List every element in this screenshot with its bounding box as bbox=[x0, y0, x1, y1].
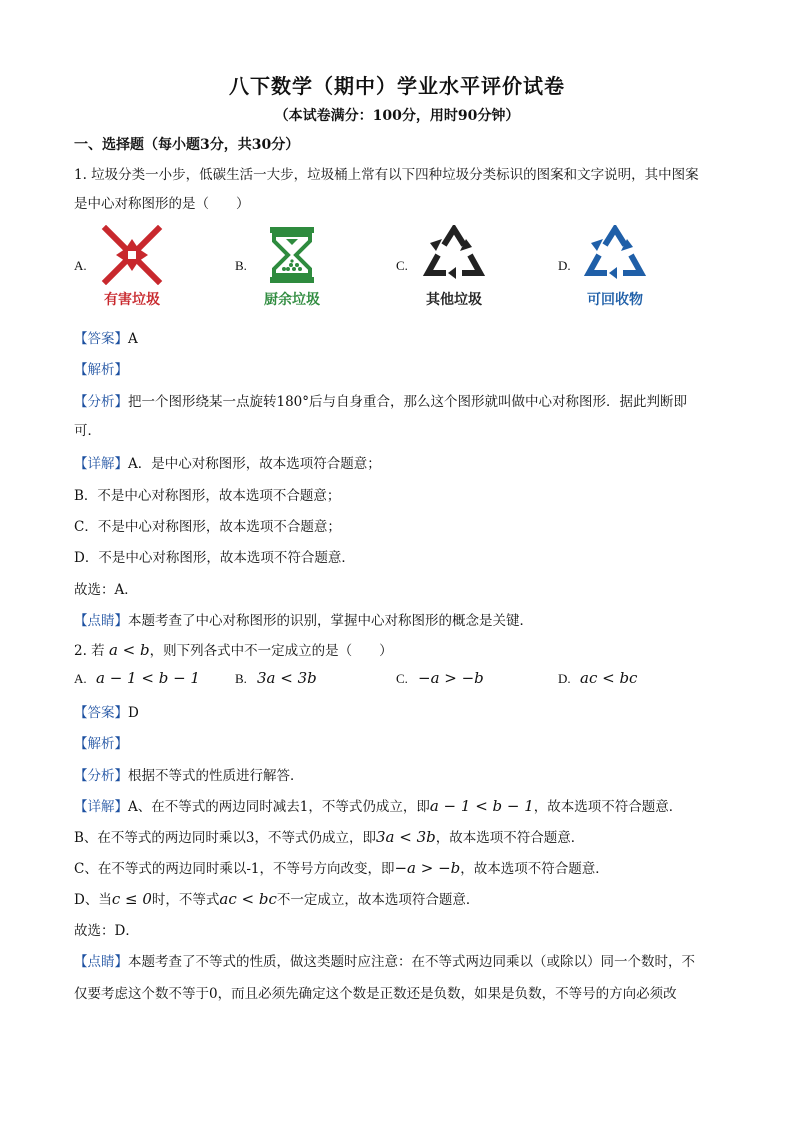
q1-option-b-letter: B. bbox=[235, 258, 247, 273]
detail-text: A．是中心对称图形，故本选项符合题意； bbox=[128, 456, 381, 472]
q2-option-c bbox=[396, 669, 484, 687]
q1-option-c-letter: C. bbox=[396, 258, 408, 273]
xiangjie-tag: 【详解】 bbox=[74, 799, 128, 815]
q2-choice: 故选：D． bbox=[74, 923, 139, 939]
q2-analysis-tag: 【解析】 bbox=[74, 736, 128, 752]
q2-option-c-letter: C. bbox=[396, 671, 408, 686]
recyclable-icon bbox=[575, 225, 655, 285]
q1-option-c bbox=[394, 225, 514, 315]
q1-detail-c: C．不是中心对称图形，故本选项不合题意； bbox=[74, 519, 341, 535]
q1-analysis-tag: 【解析】 bbox=[74, 362, 128, 378]
detail-expr: c ≤ 0 bbox=[111, 890, 152, 908]
page-subtitle: （本试卷满分：100分，用时90分钟） bbox=[274, 108, 520, 124]
q1-detail-b: B．不是中心对称图形，故本选项不合题意； bbox=[74, 488, 341, 504]
q2-option-c-expr: −a > −b bbox=[418, 669, 484, 687]
detail-text: 时，不等式 bbox=[151, 892, 220, 908]
dianjing-tag: 【点睛】 bbox=[74, 954, 128, 970]
q2-option-d-expr: ac < bc bbox=[580, 669, 638, 687]
detail-text: A、在不等式的两边同时减去1，不等式仍成立，即 bbox=[128, 799, 430, 815]
detail-expr: a − 1 < b − 1 bbox=[429, 797, 534, 815]
detail-text: ，故本选项不符合题意． bbox=[533, 799, 683, 815]
q1-detail-a bbox=[74, 452, 381, 472]
q2-detail-c bbox=[74, 857, 609, 877]
page-title: 八下数学（期中）学业水平评价试卷 bbox=[229, 74, 565, 98]
detail-expr: 3a < 3b bbox=[376, 828, 436, 846]
harmful-waste-icon bbox=[92, 225, 172, 285]
q1-option-a-label: 有害垃圾 bbox=[104, 292, 160, 308]
q2-option-d-letter: D. bbox=[558, 671, 571, 686]
q1-option-a bbox=[72, 225, 192, 315]
q2-stem-suffix: ，则下列各式中不一定成立的是（ ） bbox=[149, 643, 393, 659]
q1-option-d bbox=[555, 225, 675, 315]
detail-text: C、在不等式的两边同时乘以-1，不等号方向改变，即 bbox=[74, 861, 395, 877]
q1-detail-d: D．不是中心对称图形，故本选项不符合题意． bbox=[74, 550, 355, 566]
detail-expr: −a > −b bbox=[394, 859, 461, 877]
detail-text: B、在不等式的两边同时乘以3，不等式仍成立，即 bbox=[74, 830, 377, 846]
answer-tag: 【答案】 bbox=[74, 705, 128, 721]
q2-detail-b bbox=[74, 826, 584, 846]
q1-option-b-label: 厨余垃圾 bbox=[264, 292, 320, 308]
q2-answer bbox=[74, 701, 139, 721]
q2-fenxi bbox=[74, 764, 304, 784]
answer-value: D bbox=[128, 705, 139, 721]
q2-option-b-expr: 3a < 3b bbox=[257, 669, 317, 687]
detail-text: ，故本选项不符合题意． bbox=[460, 861, 609, 877]
detail-expr: ac < bc bbox=[219, 890, 277, 908]
q1-dianjing bbox=[74, 609, 533, 629]
q2-stem bbox=[74, 639, 393, 659]
fenxi-text: 把一个图形绕某一点旋转180°后与自身重合，那么这个图形就叫做中心对称图形．据此判断即 bbox=[128, 394, 688, 410]
q1-choice: 故选：A． bbox=[74, 582, 138, 598]
xiangjie-tag: 【详解】 bbox=[74, 456, 128, 472]
q2-stem-prefix: 2. 若 bbox=[74, 643, 105, 659]
q1-stem-line1: 1. 垃圾分类一小步，低碳生活一大步，垃圾桶上常有以下四种垃圾分类标识的图案和文字说明，其中图案 bbox=[74, 167, 699, 183]
detail-text: 不一定成立，故本选项符合题意． bbox=[276, 892, 480, 908]
q2-option-b bbox=[235, 669, 317, 687]
q1-fenxi-line1 bbox=[74, 390, 687, 410]
q1-option-d-letter: D. bbox=[558, 258, 571, 273]
q1-option-a-letter: A. bbox=[74, 258, 87, 273]
q1-stem-line2: 是中心对称图形的是（ ） bbox=[74, 196, 250, 212]
fenxi-tag: 【分析】 bbox=[74, 768, 128, 784]
q1-option-c-label: 其他垃圾 bbox=[426, 292, 482, 308]
q2-option-d bbox=[558, 669, 637, 687]
other-waste-icon bbox=[414, 225, 494, 285]
q1-fenxi-line2: 可． bbox=[74, 423, 101, 439]
q2-option-b-letter: B. bbox=[235, 671, 247, 686]
q2-detail-d bbox=[74, 888, 479, 908]
dianjing-tag: 【点睛】 bbox=[74, 613, 128, 629]
fenxi-tag: 【分析】 bbox=[74, 394, 128, 410]
q1-option-d-label: 可回收物 bbox=[587, 292, 643, 308]
q2-stem-condition: a < b bbox=[108, 641, 150, 659]
dianjing-text: 本题考查了不等式的性质，做这类题时应注意：在不等式两边同乘以（或除以）同一个数时，不 bbox=[128, 954, 695, 970]
answer-value: A bbox=[128, 331, 138, 347]
answer-tag: 【答案】 bbox=[74, 331, 128, 347]
q1-answer bbox=[74, 327, 138, 347]
q2-dianjing-line2: 仅要考虑这个数不等于0，而且必须先确定这个数是正数还是负数，如果是负数，不等号的方向必须改 bbox=[74, 986, 677, 1002]
dianjing-text: 本题考查了中心对称图形的识别，掌握中心对称图形的概念是关键． bbox=[128, 613, 533, 629]
q2-option-a bbox=[74, 669, 200, 687]
q2-option-a-expr: a − 1 < b − 1 bbox=[96, 669, 200, 687]
detail-text: ，故本选项不符合题意． bbox=[435, 830, 585, 846]
detail-text: D、当 bbox=[74, 892, 112, 908]
q2-detail-a bbox=[74, 795, 682, 815]
kitchen-waste-icon bbox=[252, 225, 332, 285]
q1-option-b bbox=[232, 225, 352, 315]
fenxi-text: 根据不等式的性质进行解答． bbox=[128, 768, 304, 784]
q2-option-a-letter: A. bbox=[74, 671, 87, 686]
section-heading: 一、选择题（每小题3分，共30分） bbox=[74, 137, 300, 153]
q2-dianjing-line1 bbox=[74, 950, 695, 970]
